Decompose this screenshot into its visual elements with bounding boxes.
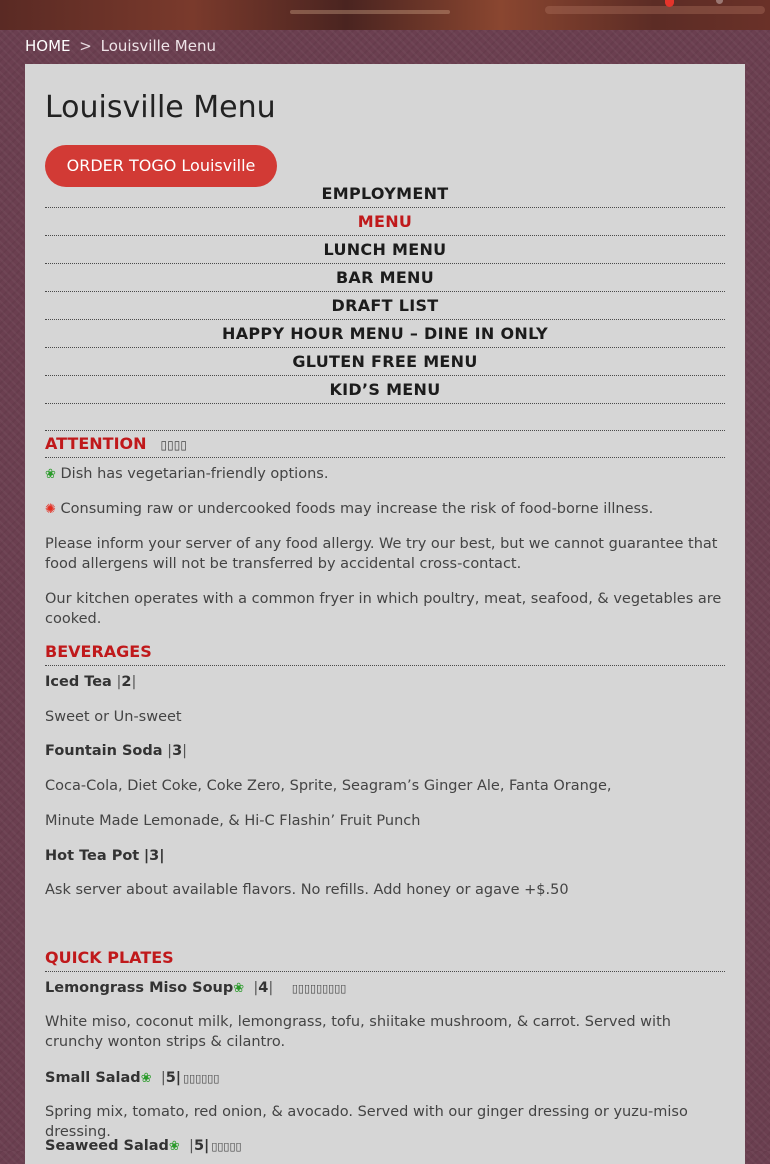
nav-item-bar-menu[interactable]: BAR MENU <box>45 264 725 292</box>
item-name: Fountain Soda <box>45 743 163 759</box>
nav-item-employment[interactable]: EMPLOYMENT <box>45 180 725 208</box>
raw-food-icon: ✺ <box>45 502 56 517</box>
fryer-note: Our kitchen operates with a common fryer in which poultry, meat, seafood, & vegetables are cooked. <box>45 591 722 627</box>
banner-highlight <box>290 10 450 14</box>
nav-item-happy-hour-menu[interactable]: HAPPY HOUR MENU – DINE IN ONLY <box>45 320 725 348</box>
item-name: Small Salad <box>45 1070 141 1086</box>
item-description: White miso, coconut milk, lemongrass, tofu, shiitake mushroom, & carrot. Served with crunchy wonton strips & cilantro. <box>45 1014 671 1050</box>
item-price: 4 <box>258 980 269 996</box>
item-description: Ask server about available flavors. No refills. Add honey or agave +$.50 <box>45 882 569 898</box>
item-description: Sweet or Un-sweet <box>45 709 182 725</box>
veg-legend <box>45 464 725 485</box>
attention-heading-glyphs: ▯▯▯▯ <box>160 438 187 452</box>
order-togo-button[interactable]: ORDER TOGO Louisville <box>45 145 277 187</box>
attention-heading <box>45 434 725 458</box>
breadcrumb-home-link[interactable]: HOME <box>25 37 71 55</box>
nav-item-gluten-free-menu[interactable]: GLUTEN FREE MENU <box>45 348 725 376</box>
vegetarian-icon: ❀ <box>45 467 56 482</box>
menu-item-fountain-soda: Fountain Soda |3| <box>45 743 188 759</box>
item-description: Spring mix, tomato, red onion, & avocado. Served with our ginger dressing or yuzu-miso dressing. <box>45 1104 688 1140</box>
hero-banner <box>0 0 770 30</box>
banner-highlight <box>545 6 765 14</box>
nav-item-menu[interactable]: MENU <box>45 208 725 236</box>
item-price: 2 <box>121 674 132 690</box>
attention-heading-text: ATTENTION <box>45 434 147 453</box>
menu-item-seaweed-salad: Seaweed Salad❀ |5| ▯▯▯▯▯ <box>45 1138 242 1154</box>
item-price: 3 <box>149 848 160 864</box>
item-name: Iced Tea <box>45 674 112 690</box>
divider <box>45 430 725 431</box>
item-name: Seaweed Salad <box>45 1138 169 1154</box>
raw-legend-text: Consuming raw or undercooked foods may increase the risk of food-borne illness. <box>60 501 654 517</box>
item-description: Coca-Cola, Diet Coke, Coke Zero, Sprite, Seagram’s Ginger Ale, Fanta Orange, <box>45 778 612 794</box>
menu-item-lemongrass-miso-soup: Lemongrass Miso Soup❀ |4| ▯▯▯▯▯▯▯▯▯ <box>45 980 347 996</box>
menu-item-small-salad: Small Salad❀ |5| ▯▯▯▯▯▯ <box>45 1070 220 1086</box>
menu-nav <box>45 180 725 404</box>
nav-item-kids-menu[interactable]: KID’S MENU <box>45 376 725 404</box>
nav-item-lunch-menu[interactable]: LUNCH MENU <box>45 236 725 264</box>
item-description: Minute Made Lemonade, & Hi-C Flashin’ Fruit Punch <box>45 813 421 829</box>
allergy-note: Please inform your server of any food allergy. We try our best, but we cannot guarantee that food allergens will not be transferred by accidental cross-contact. <box>45 536 718 572</box>
slider-dot[interactable] <box>716 0 723 4</box>
raw-legend <box>45 499 725 520</box>
item-name-japanese: ▯▯▯▯▯▯ <box>183 1072 220 1085</box>
item-name: Hot Tea Pot <box>45 848 140 864</box>
item-name-japanese: ▯▯▯▯▯ <box>211 1140 242 1153</box>
item-price: 3 <box>172 743 183 759</box>
breadcrumb-separator: > <box>79 37 92 55</box>
vegetarian-icon: ❀ <box>233 981 245 996</box>
menu-item-hot-tea-pot: Hot Tea Pot |3| <box>45 848 165 864</box>
veg-legend-text: Dish has vegetarian-friendly options. <box>60 466 329 482</box>
item-price: 5 <box>193 1138 205 1154</box>
beverages-heading: BEVERAGES <box>45 642 725 666</box>
item-name: Lemongrass Miso Soup <box>45 980 234 996</box>
breadcrumb-current: Louisville Menu <box>100 37 216 55</box>
item-price: 5 <box>165 1070 176 1086</box>
content-panel <box>25 64 745 1164</box>
quick-plates-heading: QUICK PLATES <box>45 948 725 972</box>
vegetarian-icon: ❀ <box>140 1071 152 1086</box>
nav-item-draft-list[interactable]: DRAFT LIST <box>45 292 725 320</box>
breadcrumb <box>25 37 216 55</box>
vegetarian-icon: ❀ <box>168 1139 180 1154</box>
page-title: Louisville Menu <box>45 90 276 125</box>
item-name-japanese: ▯▯▯▯▯▯▯▯▯ <box>291 982 347 995</box>
menu-item-iced-tea: Iced Tea |2| <box>45 674 137 690</box>
